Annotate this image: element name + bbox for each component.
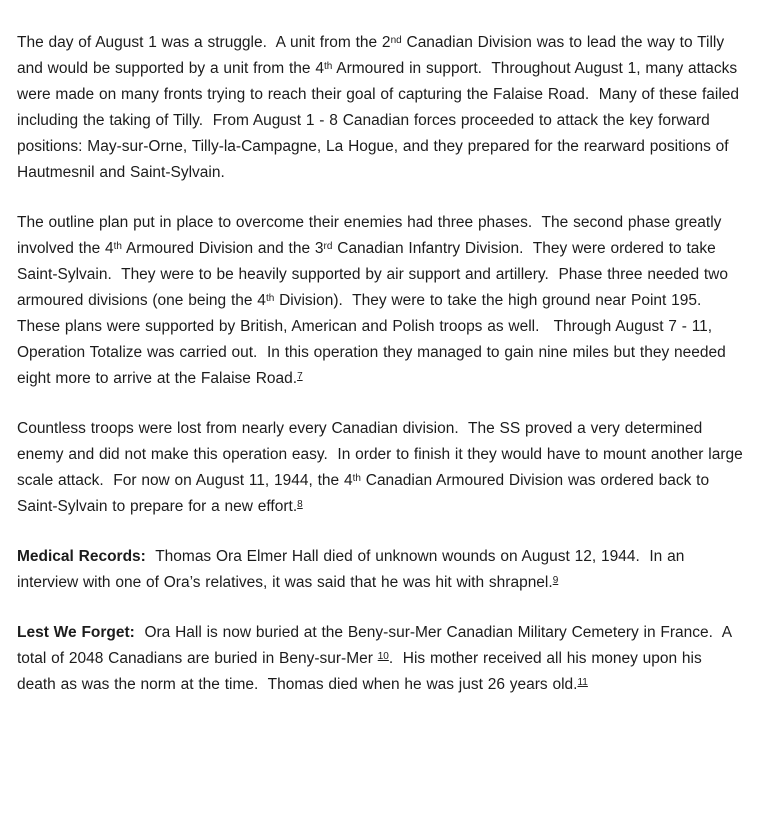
body-text: . His mother received all his money upon his death as was the norm at the time. Thomas died when he was just 26 years old.	[17, 650, 707, 693]
body-text: Canadian Armoured Division was ordered back to Saint-Sylvain to prepare for a new effort.	[17, 472, 714, 515]
ordinal-superscript: th	[323, 60, 333, 72]
body-text: Thomas Ora Elmer Hall died of unknown wounds on August 12, 1944. In an interview with one of Ora’s relatives, it was said that he was hit with shrapnel.	[17, 548, 690, 591]
body-text: Armoured in support. Throughout August 1, many attacks were made on many fronts trying to reach their goal of capturing the Falaise Road. Many of these failed including the taking of Tilly. From August 1 - 8 Canadian forces proceeded to attack the key forward positions: May-sur-Orne, Tilly-la-Campagne, La Hogue, and they prepared for the rearward positions of Hautmesnil and Saint-Sylvain.	[17, 60, 744, 181]
section-label-medical-records: Medical Records:	[17, 548, 146, 565]
body-text: Ora Hall is now buried at the Beny-sur-Mer Canadian Military Cemetery in France. A total of 2048 Canadians are buried in Beny-sur-Mer	[17, 624, 737, 667]
body-text: The day of August 1 was a struggle. A unit from the 2	[17, 34, 391, 51]
ordinal-superscript: rd	[323, 240, 333, 252]
footnote-reference-8: 8	[297, 498, 303, 510]
body-text: Armoured Division and the 3	[122, 240, 324, 257]
footnote-reference-11: 11	[577, 676, 588, 688]
footnote-reference-10: 10	[377, 650, 389, 662]
paragraph-lest-we-forget	[17, 620, 743, 698]
footnote-reference-9: 9	[552, 574, 559, 586]
body-text: Division). They were to take the high ground near Point 195. These plans were supported by British, American and Polish troops as well. Through August 7 - 11, Operation Totalize was carried out. In this operation they managed to gain nine miles but they needed eight more to arrive at the Falaise Road.	[17, 292, 731, 387]
body-text: Canadian Division was to lead the way to Tilly and would be supported by a unit from the 4	[17, 34, 729, 77]
ordinal-superscript: th	[265, 292, 275, 304]
body-text: The outline plan put in place to overcome their enemies had three phases. The second phase greatly involved the 4	[17, 214, 727, 257]
section-label-lest-we-forget: Lest We Forget:	[17, 624, 135, 641]
ordinal-superscript: nd	[390, 34, 402, 46]
footnote-reference-7: 7	[297, 370, 303, 382]
ordinal-superscript: th	[352, 472, 361, 484]
paragraph-countless-troops	[17, 416, 748, 520]
body-text: Countless troops were lost from nearly every Canadian division. The SS proved a very determined enemy and did not make this operation easy. In order to finish it they would have to mount another large scale attack. For now on August 11, 1944, the 4	[17, 420, 748, 489]
paragraph-august-1-struggle	[17, 30, 743, 186]
ordinal-superscript: th	[113, 240, 122, 252]
paragraph-medical-records	[17, 544, 743, 596]
paragraph-outline-plan	[17, 210, 743, 392]
body-text: Canadian Infantry Division. They were ordered to take Saint-Sylvain. They were to be heavily supported by air support and artillery. Phase three needed two armoured divisions (one being the 4	[17, 240, 733, 309]
